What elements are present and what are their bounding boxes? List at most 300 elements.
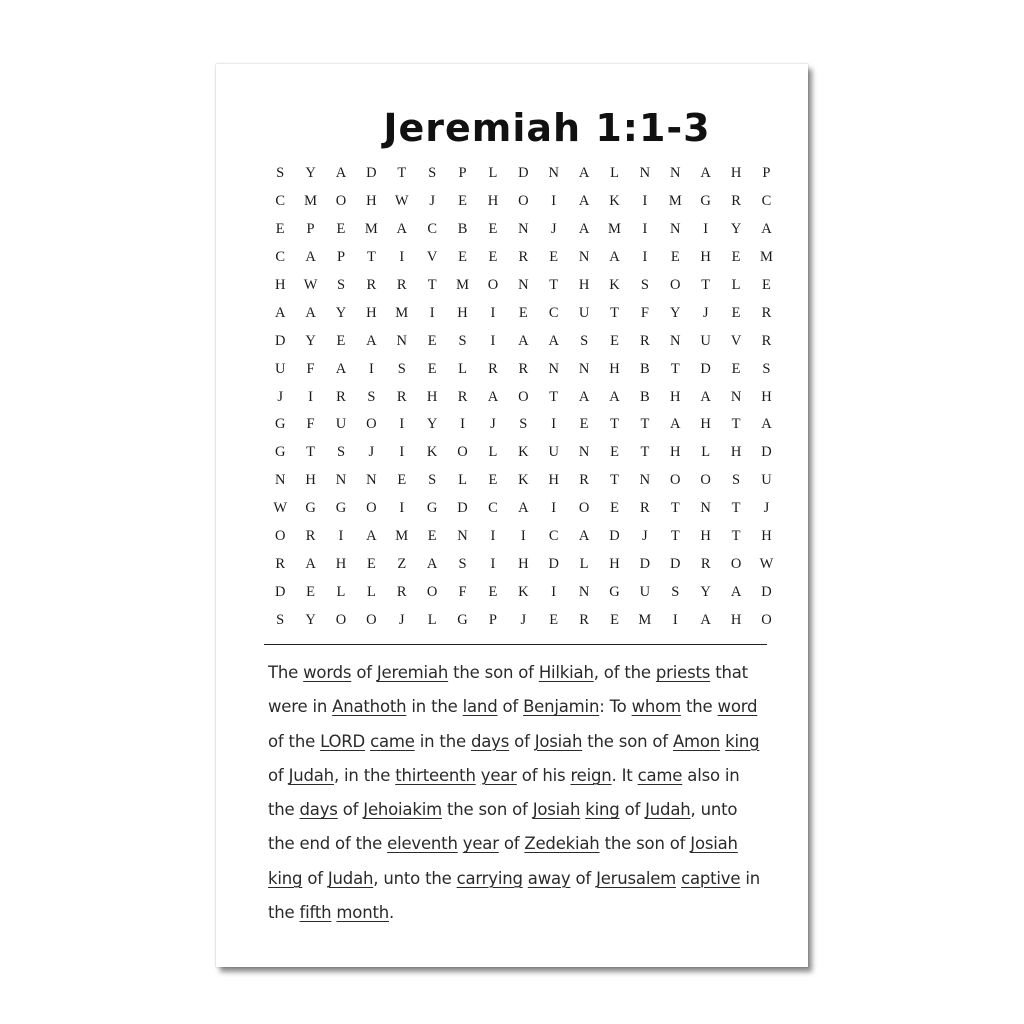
grid-letter: T (549, 277, 559, 293)
passage-text: . It (611, 765, 638, 785)
grid-letter: R (761, 332, 772, 349)
grid-letter: O (366, 500, 377, 517)
divider-line (264, 644, 767, 645)
grid-letter: R (579, 611, 589, 628)
grid-letter: R (761, 304, 772, 321)
grid-letter: H (305, 472, 316, 489)
grid-letter: E (336, 332, 346, 349)
grid-letter: G (426, 500, 438, 517)
grid-letter: H (518, 555, 529, 572)
grid-letter: E (579, 416, 589, 433)
grid-letter: I (551, 583, 557, 600)
grid-letter: A (518, 500, 529, 517)
grid-letter: G (457, 611, 468, 628)
grid-letter: Z (397, 555, 407, 572)
grid-letter: A (274, 304, 286, 321)
keyword: Judah (645, 800, 691, 820)
grid-letter: E (731, 304, 741, 321)
grid-letter: J (368, 444, 375, 461)
grid-letter: R (396, 277, 407, 293)
grid-letter: E (458, 249, 467, 266)
keyword: king (268, 868, 303, 888)
keyword: carrying (456, 868, 523, 888)
grid-letter: E (610, 500, 619, 517)
grid-letter: V (730, 332, 742, 349)
grid-row (265, 160, 782, 188)
grid-letter: E (610, 611, 619, 628)
grid-letter: S (428, 472, 437, 489)
grid-letter: J (550, 221, 557, 238)
grid-letter: E (549, 249, 559, 266)
grid-letter: U (578, 304, 590, 321)
grid-letter: H (730, 165, 742, 182)
grid-letter: F (458, 583, 467, 600)
grid-letter: N (670, 332, 681, 349)
grid-letter: O (335, 193, 347, 210)
grid-letter: R (700, 555, 711, 572)
grid-letter: J (520, 611, 527, 628)
grid-letter: M (395, 304, 409, 321)
grid-letter: D (518, 165, 529, 182)
grid-letter: A (305, 249, 316, 266)
grid-letter: D (670, 555, 681, 572)
grid-letter: A (366, 528, 377, 545)
grid-letter: C (275, 193, 286, 210)
grid-letter: D (274, 583, 286, 600)
grid-letter: I (672, 611, 678, 628)
grid-row (265, 606, 782, 634)
grid-letter: T (610, 416, 619, 433)
grid-letter: W (394, 193, 409, 210)
grid-letter: N (366, 472, 377, 489)
grid-letter: I (368, 360, 374, 377)
grid-letter: L (366, 583, 376, 600)
grid-row (265, 439, 782, 467)
grid-letter: N (457, 528, 468, 545)
grid-letter: T (427, 277, 437, 293)
grid-letter: N (639, 472, 651, 489)
grid-letter: O (730, 555, 742, 572)
grid-letter: A (578, 165, 590, 182)
grid-row (265, 523, 782, 551)
grid-letter: O (366, 416, 377, 433)
grid-letter: N (639, 165, 651, 182)
grid-letter: B (457, 221, 468, 238)
passage-text: of his (516, 765, 571, 785)
grid-letter: R (579, 472, 589, 489)
grid-letter: U (761, 472, 772, 489)
grid-letter: L (610, 165, 619, 182)
keyword: Jeremiah (376, 663, 449, 682)
keyword: came (370, 731, 415, 751)
grid-letter: I (551, 500, 557, 517)
grid-letter: M (364, 221, 378, 238)
grid-letter: I (642, 221, 648, 238)
grid-row (265, 411, 782, 439)
grid-letter: A (548, 332, 559, 349)
grid-letter: A (578, 221, 590, 238)
keyword: thirteenth (395, 765, 476, 785)
grid-letter: O (487, 277, 499, 293)
keyword: came (637, 765, 683, 785)
grid-letter: S (336, 277, 346, 293)
grid-letter: O (670, 472, 681, 489)
grid-letter: G (274, 416, 286, 433)
grid-row (265, 550, 782, 578)
grid-letter: H (366, 193, 377, 210)
grid-letter: L (701, 444, 711, 461)
grid-letter: H (274, 277, 286, 293)
passage-text: of (498, 834, 525, 854)
grid-letter: P (458, 165, 467, 182)
grid-letter: U (700, 332, 711, 349)
grid-letter: E (427, 360, 437, 377)
grid-letter: T (549, 388, 559, 405)
grid-letter: U (335, 416, 347, 433)
passage-text: , unto the (373, 868, 457, 888)
keyword: eleventh (387, 834, 458, 854)
grid-letter: E (427, 528, 437, 545)
grid-letter: J (490, 416, 496, 433)
keyword: land (462, 697, 498, 717)
passage-text: . (388, 903, 395, 923)
grid-letter: S (519, 416, 528, 433)
grid-letter: L (336, 583, 346, 600)
passage-text: : To (599, 697, 632, 717)
grid-letter: I (399, 444, 405, 461)
grid-letter: S (671, 583, 680, 600)
grid-letter: P (306, 221, 315, 238)
grid-letter: J (429, 193, 435, 210)
grid-letter: E (610, 444, 619, 461)
grid-letter: H (730, 444, 742, 461)
grid-letter: S (458, 555, 467, 572)
grid-letter: E (488, 249, 498, 266)
grid-letter: I (490, 528, 496, 545)
grid-letter: I (551, 193, 557, 210)
grid-letter: R (336, 388, 346, 405)
grid-letter: N (700, 500, 711, 517)
grid-letter: K (518, 444, 529, 461)
grid-letter: F (306, 416, 315, 433)
grid-letter: N (670, 221, 681, 238)
grid-letter: H (609, 555, 620, 572)
grid-letter: Y (335, 304, 347, 321)
grid-letter: H (700, 416, 711, 433)
keyword: Jehoiakim (363, 800, 442, 820)
grid-letter: K (609, 277, 620, 293)
grid-letter: A (700, 611, 711, 628)
keyword: month (336, 903, 389, 923)
grid-letter: I (490, 304, 496, 321)
grid-letter: D (548, 555, 559, 572)
grid-letter: T (306, 444, 316, 461)
grid-letter: H (670, 444, 681, 461)
grid-letter: A (761, 416, 772, 433)
passage-text: the son of (441, 800, 533, 820)
grid-letter: Y (670, 304, 681, 321)
grid-letter: A (426, 555, 438, 572)
keyword: year (480, 765, 517, 785)
keyword: word (717, 697, 758, 717)
grid-letter: M (638, 611, 652, 628)
grid-letter: R (640, 332, 650, 349)
page-title: Jeremiah 1:1-3 (383, 106, 711, 150)
grid-letter: C (761, 193, 772, 210)
grid-letter: R (275, 555, 286, 572)
grid-row (265, 495, 782, 523)
grid-letter: L (427, 611, 437, 628)
passage-text: the son of (582, 731, 673, 751)
keyword: Jerusalem (596, 868, 677, 888)
grid-letter: G (274, 444, 286, 461)
grid-letter: T (701, 277, 711, 293)
keyword: captive (681, 868, 741, 888)
grid-letter: O (670, 277, 681, 293)
grid-letter: T (366, 249, 376, 266)
grid-letter: C (548, 304, 559, 321)
grid-letter: R (396, 388, 407, 405)
keyword: Hilkiah (538, 663, 594, 682)
grid-letter: P (336, 249, 346, 266)
grid-letter: M (395, 528, 409, 545)
grid-letter: L (458, 472, 467, 489)
grid-letter: E (427, 332, 437, 349)
passage-text: of (497, 697, 524, 717)
grid-letter: I (399, 416, 405, 433)
grid-letter: A (578, 528, 590, 545)
grid-letter: I (490, 332, 496, 349)
grid-letter: E (670, 249, 680, 266)
grid-letter: H (426, 388, 438, 405)
grid-letter: E (762, 277, 771, 293)
grid-letter: R (396, 583, 407, 600)
grid-letter: M (759, 249, 773, 266)
keyword: reign (570, 765, 612, 785)
grid-letter: Y (700, 583, 711, 600)
keyword: LORD (320, 731, 366, 751)
keyword: Zedekiah (524, 834, 600, 854)
grid-letter: H (366, 304, 377, 321)
grid-letter: G (305, 500, 316, 517)
passage-text: of (570, 868, 597, 888)
grid-letter: O (578, 500, 590, 517)
passage-text: the son of (448, 663, 539, 682)
grid-letter: D (761, 583, 772, 600)
grid-letter: O (518, 388, 529, 405)
grid-letter: J (277, 388, 284, 405)
grid-letter: I (460, 416, 465, 433)
passage-text: of (302, 868, 328, 888)
grid-letter: N (670, 165, 681, 182)
grid-letter: E (488, 221, 498, 238)
grid-letter: L (488, 165, 498, 182)
passage-text: , unto the end of the (268, 800, 743, 854)
grid-letter: O (366, 611, 377, 628)
keyword: Judah (288, 765, 334, 785)
grid-letter: R (305, 528, 316, 545)
keyword: Josiah (690, 834, 738, 854)
passage-text: in the (406, 697, 463, 717)
grid-letter: M (608, 221, 621, 238)
grid-letter: K (518, 583, 529, 600)
keyword: whom (631, 697, 681, 717)
keyword: fifth (299, 903, 332, 923)
grid-letter: J (702, 304, 709, 321)
grid-letter: V (426, 249, 438, 266)
grid-letter: D (274, 332, 286, 349)
grid-letter: A (578, 193, 590, 210)
grid-letter: N (396, 332, 407, 349)
grid-letter: T (640, 444, 650, 461)
grid-letter: H (761, 388, 772, 405)
passage-text: in the (268, 868, 766, 923)
grid-letter: T (731, 500, 741, 517)
grid-letter: E (488, 472, 498, 489)
passage-text: the son of (599, 834, 691, 854)
grid-letter: I (338, 528, 344, 545)
grid-letter: G (609, 583, 620, 600)
grid-letter: G (700, 193, 711, 210)
keyword: king (725, 731, 760, 751)
grid-letter: H (700, 528, 711, 545)
grid-letter: I (520, 528, 526, 545)
grid-letter: H (457, 304, 468, 321)
grid-letter: M (304, 193, 318, 210)
grid-letter: T (610, 304, 619, 321)
grid-letter: D (457, 500, 468, 517)
grid-letter: N (578, 249, 590, 266)
grid-letter: C (275, 249, 286, 266)
grid-letter: S (367, 388, 376, 405)
grid-letter: G (335, 500, 347, 517)
grid-letter: I (399, 249, 405, 266)
grid-letter: N (518, 277, 529, 293)
grid-row (265, 272, 782, 300)
grid-row (265, 216, 782, 244)
grid-letter: B (640, 388, 650, 405)
grid-letter: A (366, 332, 377, 349)
grid-letter: M (668, 193, 682, 210)
word-search-grid (265, 160, 782, 634)
keyword: Amon (672, 731, 721, 751)
grid-letter: R (518, 249, 529, 266)
grid-letter: R (640, 500, 650, 517)
grid-row (265, 467, 782, 495)
grid-letter: L (458, 360, 467, 377)
grid-letter: N (548, 360, 559, 377)
passage-text: of (268, 731, 765, 785)
grid-letter: S (458, 332, 467, 349)
grid-letter: Y (305, 611, 316, 628)
grid-letter: O (335, 611, 347, 628)
grid-letter: S (732, 472, 741, 489)
grid-letter: H (578, 277, 590, 293)
grid-letter: U (639, 583, 651, 600)
grid-letter: P (488, 611, 497, 628)
grid-letter: A (609, 388, 620, 405)
grid-letter: D (700, 360, 711, 377)
grid-letter: H (548, 472, 559, 489)
passage-text: of (619, 800, 646, 820)
keyword: words (303, 663, 352, 682)
grid-letter: A (730, 583, 742, 600)
grid-letter: E (397, 472, 407, 489)
grid-letter: R (366, 277, 377, 293)
passage-text (738, 834, 743, 853)
grid-row (265, 578, 782, 606)
grid-letter: A (335, 360, 347, 377)
passage-text: the (680, 697, 718, 717)
grid-letter: N (548, 165, 559, 182)
grid-letter: H (700, 249, 711, 266)
grid-letter: J (642, 528, 648, 545)
grid-letter: L (731, 277, 741, 293)
grid-letter: I (703, 221, 709, 238)
grid-row (265, 355, 782, 383)
keyword: year (462, 834, 499, 854)
grid-letter: K (518, 472, 529, 489)
grid-letter: I (642, 249, 648, 266)
grid-letter: W (303, 277, 318, 293)
keyword: Josiah (532, 800, 581, 820)
grid-letter: U (548, 444, 559, 461)
grid-letter: O (457, 444, 468, 461)
grid-row (265, 188, 782, 216)
passage-text: of the (268, 697, 763, 751)
keyword: Anathoth (332, 697, 407, 717)
grid-letter: C (548, 528, 559, 545)
passage-text: The (268, 663, 304, 682)
grid-letter: D (761, 444, 772, 461)
grid-letter: R (488, 360, 498, 377)
grid-letter: O (426, 583, 438, 600)
grid-letter: A (487, 388, 499, 405)
grid-letter: F (306, 360, 315, 377)
grid-letter: I (642, 193, 648, 210)
grid-letter: Y (305, 332, 316, 349)
grid-letter: E (275, 221, 285, 238)
grid-letter: N (335, 472, 347, 489)
scripture-passage (268, 656, 768, 930)
grid-letter: H (730, 611, 742, 628)
grid-letter: S (276, 165, 285, 182)
grid-letter: A (609, 249, 620, 266)
grid-row (265, 383, 782, 411)
keyword: away (527, 868, 571, 888)
passage-text: , of the (593, 663, 656, 682)
grid-letter: R (518, 360, 529, 377)
grid-letter: E (488, 583, 498, 600)
grid-letter: P (762, 165, 771, 182)
grid-letter: Y (730, 221, 742, 238)
grid-letter: A (305, 555, 316, 572)
grid-letter: N (578, 583, 590, 600)
grid-row (265, 299, 782, 327)
grid-letter: K (426, 444, 438, 461)
grid-letter: U (274, 360, 286, 377)
grid-letter: N (578, 444, 590, 461)
grid-letter: L (579, 555, 589, 572)
grid-letter: O (761, 611, 772, 628)
grid-letter: B (640, 360, 650, 377)
grid-letter: W (759, 555, 774, 572)
grid-letter: I (551, 416, 557, 433)
grid-letter: S (640, 277, 649, 293)
grid-letter: E (366, 555, 376, 572)
grid-letter: E (610, 332, 619, 349)
grid-letter: S (336, 444, 346, 461)
